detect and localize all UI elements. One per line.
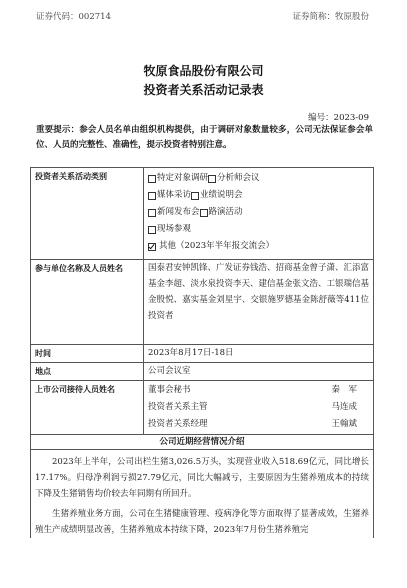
checkbox-icon[interactable] [208,175,216,183]
staff-entry [148,399,369,416]
staff-entry [148,416,369,433]
staff-name: 王翰斌 [331,419,357,429]
option-label: 媒体采访 [157,190,192,200]
staff-list [144,381,374,435]
option-row [148,187,369,204]
staff-name: 马连成 [331,402,357,412]
option-label: 现场参观 [157,224,192,234]
operations-content [31,450,374,539]
activity-type-options [144,168,374,260]
stock-code: 证券代码：002714 [36,12,111,22]
operations-paragraph: 生猪养殖业务方面，公司在生猪健康管理、疫病净化等方面取得了显著成效，生猪养殖生产成绩明显改善，生猪养殖成本持续下降，2023年7月份生猪养殖完 [35,509,369,535]
option-label: 新闻发布会 [157,207,200,217]
participants-value: 国泰君安钟凯锋、广发证券钱浩、招商基金曾子潇、汇添富基金李超、淡水泉投资李天、建信基金张文浩、工银瑞信基金殷悦、嘉实基金刘星宇、交银施罗德基金陈舒薇等411位投资者 [144,260,374,345]
staff-label: 上市公司接待人员姓名 [31,381,144,435]
participants-row [31,260,374,345]
option-label: 业绩说明会 [200,190,243,200]
staff-name: 秦 军 [331,385,357,395]
staff-role: 投资者关系经理 [148,419,208,429]
time-value: 2023年8月17日-18日 [144,345,374,363]
option-row [148,204,369,221]
section-title-row [31,435,374,450]
option-label: 路演活动 [208,207,243,217]
place-value: 公司会议室 [144,363,374,381]
section-title: 公司近期经营情况介绍 [31,435,374,450]
option-row [148,238,369,255]
activity-type-label: 投资者关系活动类别 [31,168,144,260]
staff-entry [148,382,369,399]
option-row [148,170,369,187]
stock-name: 证券简称：牧原股份 [292,12,369,22]
place-row [31,363,374,381]
time-row [31,345,374,363]
document-number: 编号：2023-09 [308,113,369,123]
checkbox-icon[interactable] [148,175,156,183]
place-label: 地点 [31,363,144,381]
company-name: 牧原食品股份有限公司 [143,64,264,78]
staff-role: 董事会秘书 [148,385,191,395]
document-title: 投资者关系活动记录表 [143,83,264,97]
time-label: 时间 [31,345,144,363]
operations-paragraph: 2023年上半年，公司出栏生猪3,026.5万头，实现营业收入518.69亿元，同比增长17.17%。归母净利润亏损27.79亿元，同比大幅减亏，主要原因为生猪养殖成本的持续下降及生猪销售均价较去年同期有所回升。 [35,457,369,499]
operations-row [31,450,374,539]
option-label-other: 其他（2023年半年报交流会） [159,241,275,251]
important-notice: 重要提示：参会人员名单由组织机构提供，由于调研对象数量较多，公司无法保证参会单位、人员的完整性、准确性，提示投资者特别注意。 [36,125,373,150]
checkbox-icon[interactable] [148,192,156,200]
option-label: 分析师会议 [217,173,260,183]
participants-label: 参与单位名称及人员姓名 [31,260,144,345]
page-header [0,10,407,26]
record-table [30,167,374,538]
option-row [148,221,369,238]
checkbox-icon[interactable] [148,226,156,234]
checked-checkbox-icon[interactable] [148,243,156,251]
checkbox-icon[interactable] [200,209,208,217]
checkbox-icon[interactable] [191,192,199,200]
staff-role: 投资者关系主管 [148,402,208,412]
checkbox-icon[interactable] [148,209,156,217]
activity-type-row [31,168,374,260]
staff-row [31,381,374,435]
option-label: 特定对象调研 [157,173,209,183]
